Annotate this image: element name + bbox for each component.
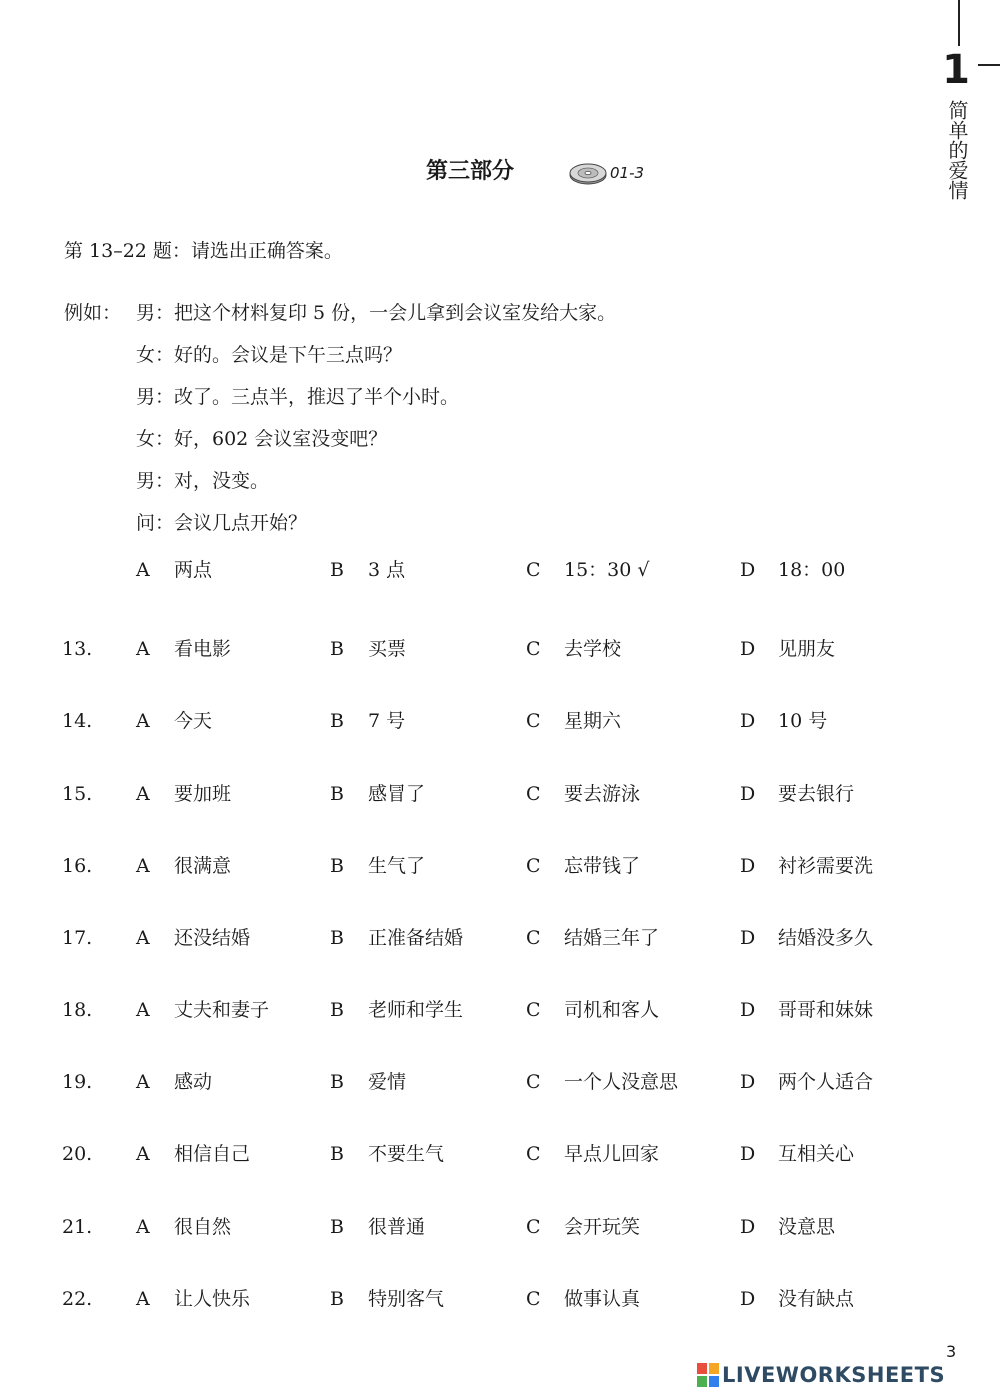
option-d[interactable]: D 没有缺点: [740, 1288, 855, 1310]
option-d[interactable]: D 哥哥和妹妹: [740, 999, 874, 1021]
track-label: 01-3: [610, 164, 645, 182]
page-number: 3: [946, 1342, 957, 1361]
example-option-b: B 3 点: [330, 559, 406, 581]
option-d[interactable]: D 互相关心: [740, 1143, 855, 1165]
option-c[interactable]: C 忘带钱了: [526, 855, 641, 877]
option-c[interactable]: C 早点儿回家: [526, 1143, 660, 1165]
question-number: 19.: [62, 1071, 93, 1093]
question-number: 21.: [62, 1216, 93, 1238]
question-number: 15.: [62, 783, 93, 805]
option-a[interactable]: A 要加班: [136, 783, 232, 805]
option-b[interactable]: B 感冒了: [330, 783, 426, 805]
option-b[interactable]: B 不要生气: [330, 1143, 445, 1165]
option-a[interactable]: A 感动: [136, 1071, 213, 1093]
option-c[interactable]: C 做事认真: [526, 1288, 641, 1310]
example-line: 男：改了。三点半，推迟了半个小时。: [136, 386, 460, 408]
option-c[interactable]: C 去学校: [526, 638, 622, 660]
question-number: 14.: [62, 710, 93, 732]
option-b[interactable]: B 老师和学生: [330, 999, 464, 1021]
example-line: 女：好的。会议是下午三点吗？: [136, 344, 403, 366]
question-number: 20.: [62, 1143, 93, 1165]
option-c[interactable]: C 会开玩笑: [526, 1216, 641, 1238]
option-d[interactable]: D 衬衫需要洗: [740, 855, 874, 877]
option-a[interactable]: A 丈夫和妻子: [136, 999, 270, 1021]
question-number: 22.: [62, 1288, 93, 1310]
liveworksheets-logo-icon: [696, 1362, 720, 1388]
chapter-dash: [978, 64, 1000, 66]
option-a[interactable]: A 今天: [136, 710, 213, 732]
option-a[interactable]: A 让人快乐: [136, 1288, 251, 1310]
question-number: 18.: [62, 999, 93, 1021]
option-c[interactable]: C 星期六: [526, 710, 622, 732]
option-d[interactable]: D 没意思: [740, 1216, 836, 1238]
example-label: 例如：: [64, 302, 122, 324]
option-b[interactable]: B 很普通: [330, 1216, 426, 1238]
option-c[interactable]: C 一个人没意思: [526, 1071, 679, 1093]
option-d[interactable]: D 10 号: [740, 710, 828, 732]
option-d[interactable]: D 要去银行: [740, 783, 855, 805]
chapter-divider-line: [958, 0, 960, 46]
example-line: 男：对，没变。: [136, 470, 270, 492]
option-b[interactable]: B 特别客气: [330, 1288, 445, 1310]
section-title: 第三部分: [426, 159, 515, 184]
instruction: 第 13–22 题：请选出正确答案。: [64, 240, 343, 262]
option-b[interactable]: B 7 号: [330, 710, 406, 732]
option-a[interactable]: A 很满意: [136, 855, 232, 877]
option-c[interactable]: C 司机和客人: [526, 999, 660, 1021]
brand-name: LIVEWORKSHEETS: [722, 1363, 946, 1387]
example-line: 女：好，602 会议室没变吧？: [136, 428, 388, 450]
option-d[interactable]: D 两个人适合: [740, 1071, 874, 1093]
option-b[interactable]: B 爱情: [330, 1071, 407, 1093]
question-number: 16.: [62, 855, 93, 877]
option-c[interactable]: C 结婚三年了: [526, 927, 660, 949]
option-c[interactable]: C 要去游泳: [526, 783, 641, 805]
option-b[interactable]: B 正准备结婚: [330, 927, 464, 949]
option-a[interactable]: A 还没结婚: [136, 927, 251, 949]
cd-icon[interactable]: [568, 160, 608, 186]
question-number: 17.: [62, 927, 93, 949]
example-option-a: A 两点: [136, 559, 213, 581]
option-a[interactable]: A 很自然: [136, 1216, 232, 1238]
liveworksheets-brand[interactable]: [696, 1361, 945, 1389]
chapter-number: 1: [942, 47, 970, 93]
option-d[interactable]: D 见朋友: [740, 638, 836, 660]
option-d[interactable]: D 结婚没多久: [740, 927, 874, 949]
example-question: 问：会议几点开始？: [136, 512, 308, 534]
option-a[interactable]: A 看电影: [136, 638, 232, 660]
option-a[interactable]: A 相信自己: [136, 1143, 251, 1165]
example-option-c: C 15：30 √: [526, 559, 650, 581]
option-b[interactable]: B 生气了: [330, 855, 426, 877]
chapter-title: 简单的爱情: [945, 100, 969, 200]
option-b[interactable]: B 买票: [330, 638, 407, 660]
example-option-d: D 18：00: [740, 559, 846, 581]
example-line: 男：把这个材料复印 5 份，一会儿拿到会议室发给大家。: [136, 302, 617, 324]
question-number: 13.: [62, 638, 93, 660]
